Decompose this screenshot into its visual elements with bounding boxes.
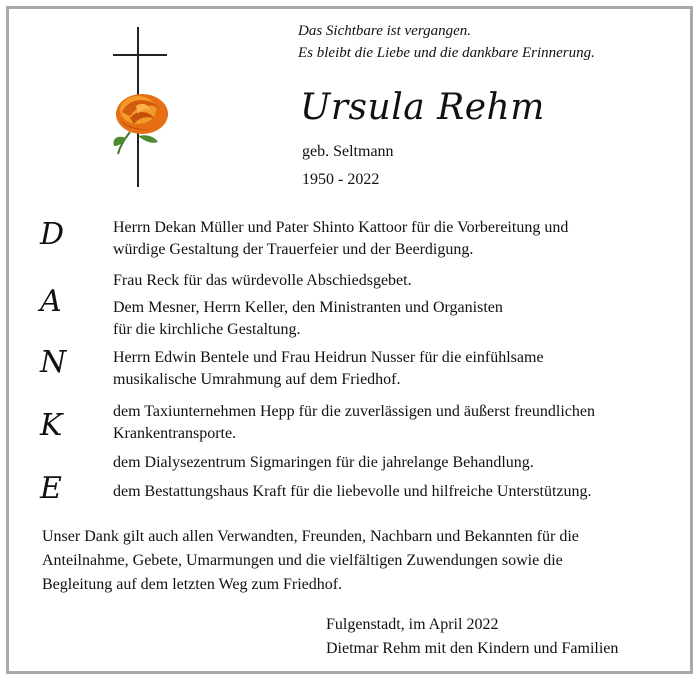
thanks-paragraph xyxy=(113,270,412,292)
thanks-line: Frau Reck für das würdevolle Abschiedsgebet. xyxy=(113,272,412,289)
thanks-paragraph xyxy=(113,401,595,445)
thanks-line: würdige Gestaltung der Trauerfeier und der Beerdigung. xyxy=(113,241,474,258)
closing-paragraph xyxy=(42,525,579,597)
thanks-line: Dem Mesner, Herrn Keller, den Ministranten und Organisten xyxy=(113,299,503,316)
danke-letter-d: D xyxy=(40,217,65,252)
signature-block xyxy=(326,613,618,661)
thanks-paragraph xyxy=(113,481,592,503)
closing-line: Unser Dank gilt auch allen Verwandten, Freunden, Nachbarn und Bekannten für die xyxy=(42,528,579,545)
deceased-name: Ursula Rehm xyxy=(300,87,545,128)
life-years: 1950 - 2022 xyxy=(302,171,380,188)
thanks-line: dem Bestattungshaus Kraft für die liebevolle und hilfreiche Unterstützung. xyxy=(113,483,592,500)
thanks-line: für die kirchliche Gestaltung. xyxy=(113,321,301,338)
closing-line: Begleitung auf dem letzten Weg zum Friedhof. xyxy=(42,576,343,593)
thanks-line: Herrn Edwin Bentele und Frau Heidrun Nusser für die einfühlsame xyxy=(113,349,544,366)
rose-icon xyxy=(108,88,174,158)
thanks-line: musikalische Umrahmung auf dem Friedhof. xyxy=(113,371,401,388)
danke-letter-k: K xyxy=(40,408,63,443)
closing-line: Anteilnahme, Gebete, Umarmungen und die vielfältigen Zuwendungen sowie die xyxy=(42,552,563,569)
thanks-line: Krankentransporte. xyxy=(113,425,237,442)
quote-line-1: Das Sichtbare ist vergangen. xyxy=(298,23,472,39)
danke-letter-n: N xyxy=(40,345,67,380)
thanks-paragraph xyxy=(113,347,544,391)
thanks-line: dem Taxiunternehmen Hepp für die zuverlässigen und äußerst freundlichen xyxy=(113,403,595,420)
danke-letter-a: A xyxy=(40,284,62,319)
signed-by: Dietmar Rehm mit den Kindern und Familien xyxy=(326,640,619,657)
thanks-paragraph xyxy=(113,217,568,261)
thanks-paragraph xyxy=(113,452,534,474)
thanks-line: Herrn Dekan Müller und Pater Shinto Kattoor für die Vorbereitung und xyxy=(113,219,569,236)
thanks-paragraph xyxy=(113,297,503,341)
quote-line-2: Es bleibt die Liebe und die dankbare Erinnerung. xyxy=(298,45,595,61)
memorial-quote xyxy=(298,20,595,64)
danke-letter-e: E xyxy=(40,471,62,506)
thanks-line: dem Dialysezentrum Sigmaringen für die jahrelange Behandlung. xyxy=(113,454,534,471)
cross-bar xyxy=(113,54,167,56)
maiden-name: geb. Seltmann xyxy=(302,143,394,160)
place-date: Fulgenstadt, im April 2022 xyxy=(326,616,499,633)
